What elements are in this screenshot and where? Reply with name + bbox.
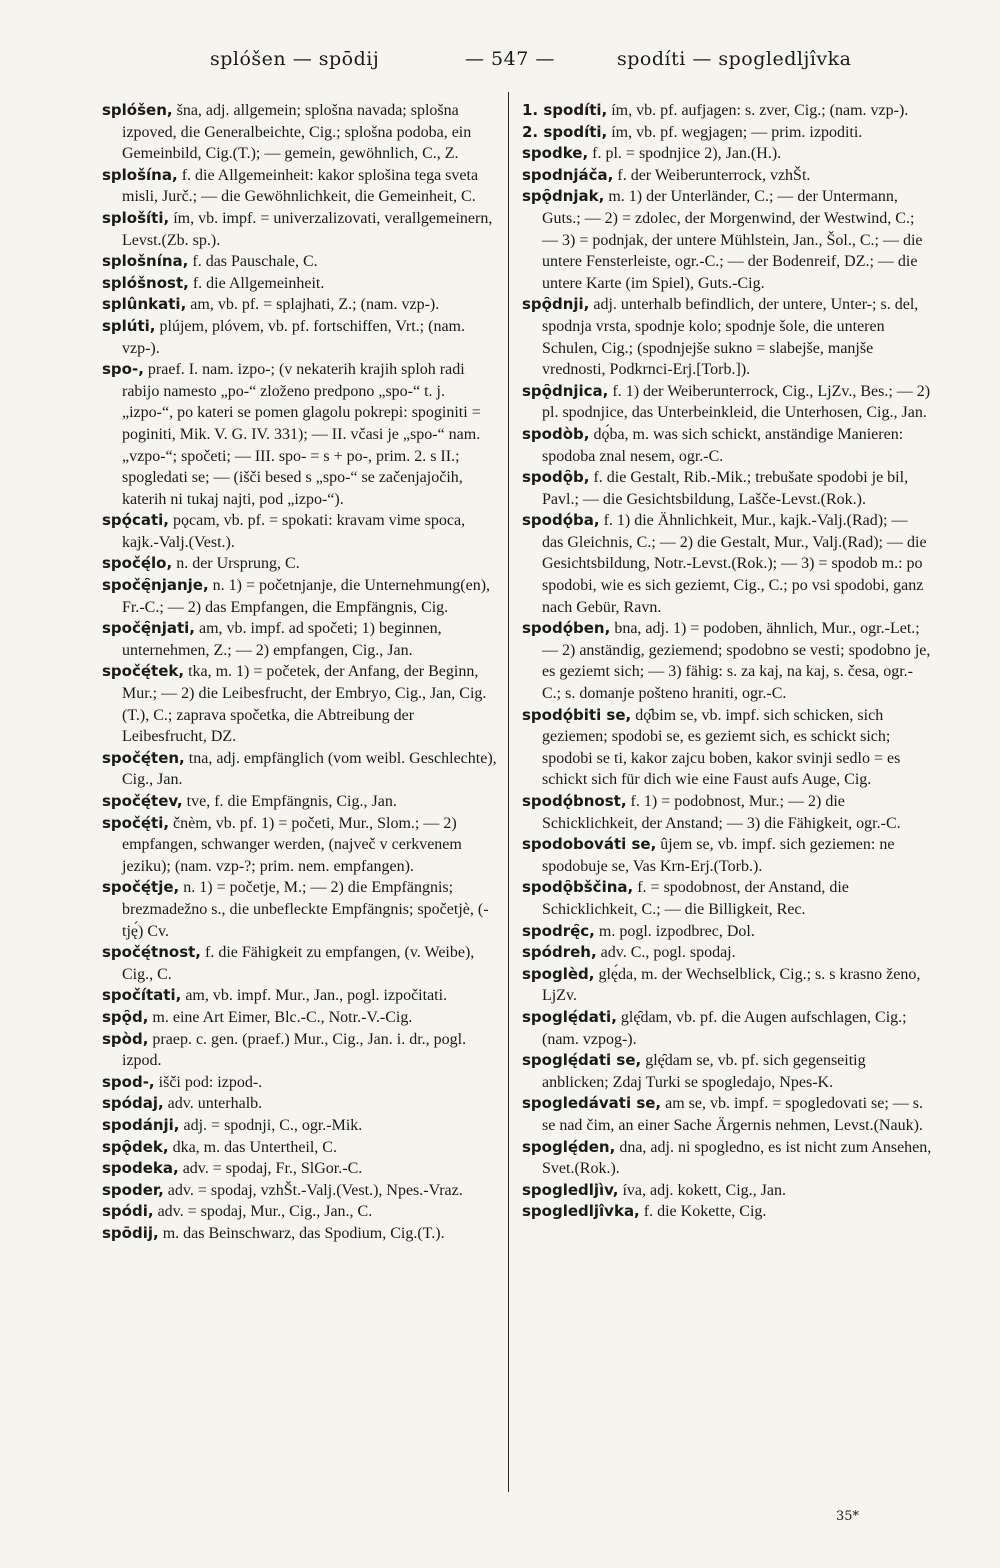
dictionary-entry [522,705,932,791]
entry-definition: f. der Weiberunterrock, vzhŠt. [613,166,811,184]
entry-definition: f. 1) = podobnost, Mur.; — 2) die Schicklichkeit, der Anstand; — 3) die Fähigkeit, ogr.-C. [542,793,901,832]
entry-definition: am, vb. pf. = splajhati, Z.; (nam. vzp-). [186,296,440,314]
entry-definition: adj. = spodnji, C., ogr.-Mik. [179,1116,363,1134]
entry-headword: splošnína, [102,252,189,271]
entry-headword: spodnjáča, [522,165,614,184]
entry-definition: dka, m. das Untertheil, C. [168,1138,337,1156]
dictionary-entry [102,208,498,251]
entry-definition: f. = spodobnost, der Anstand, die Schicklichkeit, C.; — die Billigkeit, Rec. [542,879,849,918]
dictionary-entry [102,1201,498,1223]
dictionary-entry [102,618,498,661]
entry-definition: pǫcam, vb. pf. = spokati: kravam vime spoca, kajk.-Valj.(Vest.). [122,512,466,551]
entry-headword: spoglę́dati se, [522,1051,642,1070]
entry-definition: f. pl. = spodnjice 2), Jan.(H.). [588,145,782,163]
entry-definition: ím, vb. pf. aufjagen: s. zver, Cig.; (nam. vzp-). [607,102,909,119]
entry-headword: splúti, [102,316,156,335]
entry-definition: tka, m. 1) = početek, der Anfang, der Beginn, Mur.; — 2) die Leibesfrucht, der Embryo, Cig., Jan, Cig.(T.), C.; zaprava spočetka, die Abtreibung der Leibesfrucht, DZ. [122,663,487,746]
entry-headword: spǫ́cati, [102,511,169,530]
entry-headword: splóšnost, [102,273,189,292]
dictionary-entry [102,791,498,813]
dictionary-entry [102,1158,498,1180]
column-divider [508,92,509,1492]
dictionary-entry [102,553,498,575]
entry-headword: splóšen, [102,101,173,119]
dictionary-entry [522,1137,932,1180]
dictionary-entry [102,1137,498,1159]
dictionary-entry [522,791,932,834]
entry-definition: ím, vb. pf. wegjagen; — prim. izpoditi. [607,123,863,141]
dictionary-entry [102,273,498,295]
entry-definition: glę́da, m. der Wechselblick, Cig.; s. s krasno ženo, LjZv. [542,965,921,1005]
entry-headword: spǫ̑d, [102,1007,149,1026]
entry-headword: spodeka, [102,1159,179,1178]
entry-headword: spǫ̑dnjica, [522,381,609,400]
dictionary-entry [522,143,932,165]
dictionary-entry [522,122,932,144]
dictionary-entry [102,1029,498,1072]
entry-headword: spočę́tnost, [102,943,201,962]
dictionary-entry [102,1115,498,1137]
entry-headword: spočę́lo, [102,554,173,573]
entry-definition: m. pogl. izpodbrec, Dol. [594,922,755,940]
entry-headword: spočítati, [102,986,182,1005]
entry-headword: spogledljîvka, [522,1202,640,1221]
entry-headword: spódreh, [522,943,597,962]
dictionary-entry [102,359,498,510]
entry-definition: glę̑dam, vb. pf. die Augen aufschlagen, Cig.; (nam. vzpog-). [542,1008,907,1048]
dictionary-entry [102,510,498,553]
entry-headword: spodǫ́bnost, [522,792,627,810]
entry-headword: spo-, [102,360,144,379]
dictionary-entry [522,877,932,920]
entry-headword: spoglę́dati, [522,1007,617,1026]
entry-definition: glę̑dam se, vb. pf. sich gegenseitig anblicken; Zdaj Turki se spogledajo, Npes-K. [542,1052,866,1091]
entry-headword: spǫ̑dnjak, [522,187,605,206]
entry-headword: spoglę́den, [522,1137,616,1156]
page-header [80,48,940,78]
entry-headword: spōdij, [102,1223,159,1242]
entry-definition: praep. c. gen. (praef.) Mur., Cig., Jan. i. dr., pogl. izpod. [122,1030,467,1070]
dictionary-entry [102,1093,498,1115]
dictionary-entry [522,921,932,943]
dictionary-entry [522,467,932,510]
entry-definition: adv. = spodaj, vzhŠt.-Valj.(Vest.), Npes.-Vraz. [163,1181,463,1199]
entry-headword: spočę́tev, [102,792,183,810]
entry-definition: adv. C., pogl. spodaj. [596,944,736,962]
entry-headword: spogledávati se, [522,1094,662,1113]
entry-headword: spočę́tek, [102,662,185,681]
dictionary-entry [522,1093,932,1136]
dictionary-entry [102,316,498,359]
entry-headword: spočę́ti, [102,813,170,832]
dictionary-entry [522,834,932,877]
dictionary-entry [102,294,498,316]
dictionary-entry [102,165,498,208]
dictionary-entry [522,618,932,704]
entry-headword: splûnkati, [102,295,187,314]
dictionary-entry [102,251,498,273]
entry-headword: 2. spodíti, [522,122,608,141]
entry-headword: 1. spodíti, [522,101,608,119]
header-left-guide: splóšen — spōdij [210,48,380,70]
entry-headword: splošína, [102,165,178,184]
dictionary-entry [522,1180,932,1202]
entry-headword: spodǫ̑bščina, [522,878,634,897]
entry-headword: spočę̑njati, [102,619,195,638]
entry-headword: spogledljìv, [522,1180,619,1199]
entry-definition: n. 1) = početje, M.; — 2) die Empfängnis; brezmadežno s., die unbefleckte Empfängnis; spočetjè, (-tję́) Cv. [122,879,489,940]
entry-headword: spodánji, [102,1115,180,1134]
dictionary-entry [102,575,498,618]
entry-headword: spočę́ten, [102,748,185,767]
left-column [102,100,498,1244]
entry-headword: spoder, [102,1180,164,1199]
entry-definition: n. der Ursprung, C. [172,555,300,573]
entry-definition: am, vb. impf. ad spočeti; 1) beginnen, unternehmen, Z.; — 2) empfangen, Cig., Jan. [122,620,442,659]
entry-definition: praef. I. nam. izpo-; (v nekaterih krajih sploh radi rabijo namesto „po-“ zloženo predpono „spo-“ t. j. „izpo-“, po kateri se pomen glagolu pokrepi: spoginiti = poginiti, Mik. V. G. IV. 331); — II. včasi je „spo-“ nam. „vzpo-“; spočeti; — III. spo- = s + po-, prim. 2. s II.; spogledati se; — (išči besed s „spo-“ se začenjajočih, katerih ni tukaj najti, pod „izpo-“). [122,361,481,508]
entry-definition: išči pod: izpod-. [154,1073,263,1091]
entry-headword: spočę́tje, [102,878,180,897]
dictionary-entry [522,165,932,187]
entry-definition: f. 1) die Ähnlichkeit, Mur., kajk.-Valj.(Rad); — das Gleichnis, C.; — 2) die Gestalt, Mur., Valj.(Rad); — die Gesichtsbildung, Notr.-Levst.(Rok.); — 3) = spodob m.: po spodobi, wie es sich geziemt, Cig., C.; po vsi spodobi, ganz nach Gebür, Ravn. [542,512,927,616]
entry-definition: íva, adj. kokett, Cig., Jan. [618,1181,786,1199]
entry-definition: f. die Allgemeinheit. [188,274,325,292]
dictionary-entry [522,1007,932,1050]
entry-definition: adv. = spodaj, Fr., SlGor.-C. [178,1160,363,1178]
dictionary-entry [522,424,932,467]
dictionary-entry [522,381,932,424]
entry-headword: spódaj, [102,1094,164,1113]
entry-definition: šna, adj. allgemein; splošna navada; splošna izpoved, die Generalbeichte, Cig.; splošna podoba, ein Gemeinbild, Cig.(T.); — gemein, gewöhnlich, C., Z. [122,102,472,163]
dictionary-entry [522,294,932,380]
dictionary-entry [102,1072,498,1094]
entry-definition: adv. = spodaj, Mur., Cig., Jan., C. [153,1203,373,1221]
entry-headword: spodòb, [522,424,590,443]
entry-headword: spod-, [102,1072,155,1091]
dictionary-entry [522,964,932,1007]
entry-definition: adj. unterhalb befindlich, der untere, Unter-; s. del, spodnja vrsta, spodnje kolo; spodnje šole, die unteren Schulen, Cig.; (spodnjejše sukno = slabejše, manjše vrednosti, Podkrnci-Erj.[Torb.]). [542,296,919,379]
dictionary-entry [522,186,932,294]
entry-headword: spodrę̑c, [522,921,595,940]
entry-definition: ím, vb. impf. = univerzalizovati, verallgemeinern, Levst.(Zb. sp.). [122,209,493,249]
entry-headword: spodǫ̑b, [522,468,590,487]
entry-headword: spoglèd, [522,964,595,983]
entry-headword: spodǫ́ba, [522,511,600,530]
entry-definition: f. die Fähigkeit zu empfangen, (v. Weibe), Cig., C. [122,944,475,983]
dictionary-entry [522,510,932,618]
dictionary-entry [102,748,498,791]
entry-definition: tna, adj. empfänglich (vom weibl. Geschlechte), Cig., Jan. [122,749,497,789]
entry-headword: spodǫ́ben, [522,619,611,638]
entry-headword: spòd, [102,1029,149,1048]
dictionary-entry [522,100,932,122]
dictionary-entry [102,1180,498,1202]
signature-mark: 35* [836,1509,860,1524]
entry-headword: spǫ̑dek, [102,1137,169,1156]
entry-headword: spodke, [522,144,589,163]
entry-definition: am, vb. impf. Mur., Jan., pogl. izpočitati. [181,987,448,1005]
entry-definition: f. 1) der Weiberunterrock, Cig., LjZv., Bes.; — 2) pl. spodnjice, das Unterbeinkleid, die Unterhosen, Cig., Jan. [542,382,931,422]
entry-definition: f. die Gestalt, Rib.-Mik.; trebušate spodobi je bil, Pavl.; — die Gesichtsbildung, Lašče-Levst.(Rok.). [542,469,909,508]
dictionary-entry [102,942,498,985]
dictionary-entry [102,100,498,165]
entry-definition: f. die Allgemeinheit: kakor splošina tega sveta misli, Jurč.; — die Gewöhnlichkeit, die Gemeinheit, C. [122,166,479,206]
dictionary-entry [102,985,498,1007]
entry-headword: splošíti, [102,208,170,227]
entry-definition: plújem, plóvem, vb. pf. fortschiffen, Vrt.; (nam. vzp-). [122,317,465,357]
entry-definition: adv. unterhalb. [163,1095,263,1113]
dictionary-entry [102,877,498,942]
entry-headword: spodobováti se, [522,835,657,854]
entry-headword: spočę̑njanje, [102,576,209,595]
dictionary-entry [522,942,932,964]
entry-definition: čnèm, vb. pf. 1) = početi, Mur., Slom.; — 2) empfangen, schwanger werden, (največ v cerkvenem jeziku); (nam. vzp-?; prim. nem. empfangen). [122,814,462,875]
dictionary-entry [522,1050,932,1093]
entry-headword: spódi, [102,1202,154,1221]
entry-definition: ûjem se, vb. impf. sich geziemen: ne spodobuje se, Vas Krn-Erj.(Torb.). [542,836,895,875]
entry-definition: n. 1) = početnjanje, die Unternehmung(en), Fr.-C.; — 2) das Empfangen, die Empfängnis, Cig. [122,577,491,616]
entry-headword: spodǫ́biti se, [522,705,632,724]
dictionary-entry [102,1007,498,1029]
right-column [522,100,932,1223]
dictionary-entry [102,813,498,878]
entry-definition: m. 1) der Unterländer, C.; — der Untermann, Guts.; — 2) = zdolec, der Morgenwind, der Westwind, C.; — 3) = podnjak, der untere Mühlstein, Jan., Šol., C.; — die untere Fensterleiste, ogr.-C.; — der Bodenreif, DZ.; — die untere Karte (im Spiel), Guts.-Cig. [542,188,923,292]
entry-definition: m. das Beinschwarz, das Spodium, Cig.(T.). [158,1224,445,1242]
entry-definition: dǫ̑bim se, vb. impf. sich schicken, sich geziemen; spodobi se, es geziemt sich, es schickt sich; spodobi se ti, kakor zajcu boben, kakor svinji sedlo = es schickt sich für dich wie eine Faust aufs Auge, Cig. [542,706,901,789]
entry-headword: spǫ̑dnji, [522,295,590,314]
entry-definition: dna, adj. ni spogledno, es ist nicht zum Ansehen, Svet.(Rok.). [542,1138,932,1178]
dictionary-entry [102,1223,498,1245]
entry-definition: dǫ́ba, m. was sich schickt, anständige Manieren: spodoba znal nesem, ogr.-C. [542,425,904,465]
entry-definition: f. die Kokette, Cig. [639,1203,767,1221]
entry-definition: am se, vb. impf. = spogledovati se; — s. se nad čim, an einer Sache Ärgernis nehmen, Levst.(Nauk). [542,1095,924,1134]
dictionary-entry [102,661,498,747]
entry-definition: f. das Pauschale, C. [188,253,318,271]
dictionary-entry [522,1201,932,1223]
entry-definition: bna, adj. 1) = podoben, ähnlich, Mur., ogr.-Let.; — 2) anständig, geziemend; spodobno se vesti; spodobno je, es geziemt sich; — 3) fähig: s. za kaj, na kaj, s. česa, ogr.-C.; s. domanje pošteno hraniti, ogr.-C. [542,620,931,703]
header-right-guide: spodíti — spogledljîvka [617,48,852,70]
page-number: — 547 — [465,48,555,70]
entry-definition: m. eine Art Eimer, Blc.-C., Notr.-V.-Cig. [148,1008,413,1026]
entry-definition: tve, f. die Empfängnis, Cig., Jan. [182,793,397,810]
